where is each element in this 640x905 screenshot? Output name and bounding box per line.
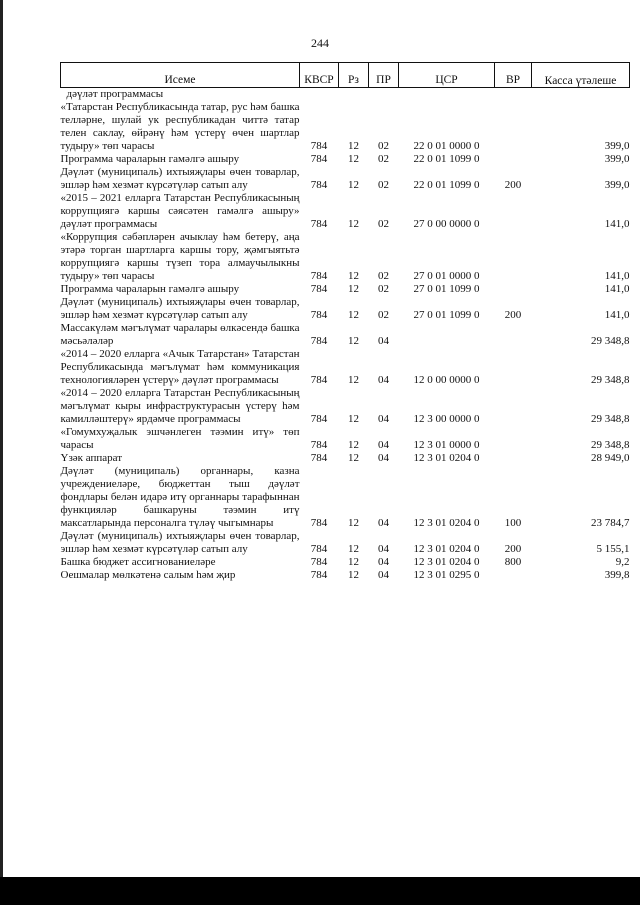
cell-rz: 12 [348,569,359,581]
table-row [61,530,630,556]
cell-pr: 02 [378,179,389,191]
table-header [61,63,630,88]
cell-csr: 12 3 01 0204 0 [413,543,480,555]
cell-name: Дәүләт (муниципаль) ихтыяҗлары өчен товарлар, эшләр һәм хезмәт күрсәтүләр сатып алу [60,296,300,321]
cell-kvsr: 784 [310,543,328,555]
cell-vr [495,322,532,348]
cell-rz [339,88,369,102]
cell-kassa: 29 348,8 [591,335,630,347]
cell-rz: 12 [348,270,359,282]
cell-csr: 22 0 01 1099 0 [413,153,480,165]
cell-vr [495,452,532,465]
cell-kassa: 141,0 [604,218,630,230]
cell-kvsr: 784 [310,569,328,581]
cell-name: Үзәк аппарат [60,452,123,464]
cell-rz: 12 [348,374,359,386]
cell-vr: 200 [504,309,522,321]
cell-vr: 100 [504,517,522,529]
cell-pr: 02 [378,283,389,295]
cell-kassa: 141,0 [604,270,630,282]
cell-rz: 12 [348,309,359,321]
cell-vr: 200 [504,179,522,191]
cell-rz: 12 [348,517,359,529]
cell-kassa: 9,2 [615,556,630,568]
cell-csr [399,322,495,348]
cell-name: «2015 – 2021 елларга Татарстан Республикасының коррупциягә каршы сәясәтен гамәлгә ашыру» дәүләт программасы [60,192,300,230]
cell-name: «2014 – 2020 елларга Татарстан Республикасының мәгълүмат кыры инфраструктурасын үстерү һәм камилләштерү» ярдәмче программасы [60,387,300,425]
cell-name: «Коррупция сәбәпләрен ачыклау һәм бетерү, аңа этәрә торган шартларга каршы тору, җәмгыятьтә коррупциягә каршы түзеп тора алмаучылыкны тудыру» төп чарасы [60,231,300,282]
table-row [61,569,630,582]
cell-kassa [532,88,630,102]
header-csr: ЦСР [399,63,495,88]
table-row [61,322,630,348]
cell-kassa: 29 348,8 [591,439,630,451]
cell-csr: 12 3 01 0295 0 [413,569,480,581]
cell-csr: 12 3 01 0204 0 [413,517,480,529]
scan-edge [0,0,3,877]
cell-rz: 12 [348,413,359,425]
cell-pr: 04 [378,413,389,425]
cell-rz: 12 [348,283,359,295]
cell-vr [495,569,532,582]
cell-pr: 04 [378,543,389,555]
header-rz: Рз [339,63,369,88]
table-row [61,166,630,192]
cell-name: Дәүләт (муниципаль) органнары, казна учреждениеләре, бюджеттан тыш дәүләт фондлары белән идарә итү органнары тарафыннан функцияләр башкаруны тәэмин итү максатларында персоналга түләү чыгымнары [60,465,300,529]
table-row [61,88,630,102]
table-row [61,231,630,283]
cell-kassa: 23 784,7 [591,517,630,529]
table-body [61,88,630,583]
cell-rz: 12 [348,439,359,451]
cell-csr: 27 0 01 1099 0 [413,309,480,321]
cell-kvsr: 784 [310,153,328,165]
cell-kvsr: 784 [310,283,328,295]
cell-csr: 27 0 00 0000 0 [413,218,480,230]
cell-kvsr: 784 [310,517,328,529]
cell-name: Оешмалар мөлкәтенә салым һәм җир [60,569,236,581]
cell-kvsr: 784 [310,374,328,386]
cell-kassa: 29 348,8 [591,413,630,425]
cell-kvsr [300,88,339,102]
cell-rz: 12 [348,452,359,464]
header-name: Исеме [61,63,300,88]
cell-vr [495,348,532,387]
table-row [61,283,630,296]
cell-vr: 200 [504,543,522,555]
cell-pr: 04 [378,452,389,464]
header-kassa: Касса үтәлеше [532,63,630,88]
cell-name: Дәүләт (муниципаль) ихтыяҗлары өчен товарлар, эшләр һәм хезмәт күрсәтүләр сатып алу [60,166,300,191]
cell-vr [495,426,532,452]
cell-pr: 02 [378,309,389,321]
cell-csr [399,88,495,102]
table-row [61,101,630,153]
cell-kassa: 399,8 [604,569,630,581]
cell-vr [495,283,532,296]
cell-vr: 800 [504,556,522,568]
scan-bottom-border [0,877,640,905]
cell-name: Башка бюджет ассигнованиеләре [60,556,216,568]
cell-kassa: 5 155,1 [596,543,630,555]
cell-name: Программа чараларын гамәлгә ашыру [60,283,240,295]
cell-pr: 04 [378,556,389,568]
cell-pr: 02 [378,270,389,282]
cell-csr: 12 3 01 0204 0 [413,452,480,464]
table-row [61,192,630,231]
cell-kassa: 399,0 [604,153,630,165]
cell-pr: 02 [378,153,389,165]
table-row [61,465,630,530]
cell-csr: 27 0 01 1099 0 [413,283,480,295]
cell-kvsr: 784 [310,439,328,451]
cell-kvsr: 784 [310,556,328,568]
header-pr: ПР [369,63,399,88]
table-row [61,387,630,426]
table-row [61,556,630,569]
cell-name: «Татарстан Республикасында татар, рус һәм башка телләрне, шулай ук республикадан читтә татар телен саклау, өйрәнү һәм үстерү өчен шартлар тудыру» төп чарасы [60,101,300,152]
cell-pr: 04 [378,439,389,451]
cell-rz: 12 [348,543,359,555]
cell-kassa: 141,0 [604,309,630,321]
cell-kassa: 399,0 [604,179,630,191]
cell-name: «2014 – 2020 елларга «Ачык Татарстан» Татарстан Республикасында мәгълүмат һәм коммуникация технологияләрен үстерү» дәүләт программасы [60,348,300,386]
table-row [61,452,630,465]
cell-pr: 04 [378,569,389,581]
cell-name: Программа чараларын гамәлгә ашыру [60,153,240,165]
cell-csr: 12 3 01 0204 0 [413,556,480,568]
cell-pr [369,88,399,102]
cell-kvsr: 784 [310,452,328,464]
cell-vr [495,387,532,426]
cell-rz: 12 [348,153,359,165]
cell-kvsr: 784 [310,335,328,347]
cell-rz: 12 [348,556,359,568]
cell-kassa: 29 348,8 [591,374,630,386]
cell-pr: 02 [378,140,389,152]
cell-rz: 12 [348,179,359,191]
cell-csr: 12 3 01 0000 0 [413,439,480,451]
header-kvsr: КВСР [300,63,339,88]
table-row [61,426,630,452]
cell-pr: 04 [378,517,389,529]
cell-kvsr: 784 [310,218,328,230]
cell-rz: 12 [348,335,359,347]
cell-csr: 27 0 01 0000 0 [413,270,480,282]
cell-name: Дәүләт (муниципаль) ихтыяҗлары өчен товарлар, эшләр һәм хезмәт күрсәтүләр сатып алу [60,530,300,555]
cell-name: дәүләт программасы [66,88,164,100]
cell-pr: 02 [378,218,389,230]
cell-vr [495,231,532,283]
cell-pr: 04 [378,335,389,347]
cell-vr [495,101,532,153]
cell-name: «Гомумхуҗалык эшчәнлеген тәэмин итү» төп чарасы [60,426,300,451]
cell-kvsr: 784 [310,179,328,191]
cell-vr [495,192,532,231]
cell-csr: 12 0 00 0000 0 [413,374,480,386]
cell-csr: 22 0 01 0000 0 [413,140,480,152]
cell-kvsr: 784 [310,309,328,321]
cell-rz: 12 [348,140,359,152]
table-row [61,153,630,166]
cell-name: Массакүләм мәгълүмат чаралары өлкәсендә башка мәсьәләләр [60,322,300,347]
cell-kassa: 141,0 [604,283,630,295]
cell-vr [495,88,532,102]
cell-kassa: 399,0 [604,140,630,152]
page-number: 244 [311,36,329,50]
table-row [61,348,630,387]
cell-vr [495,153,532,166]
budget-table [60,62,630,582]
cell-kassa: 28 949,0 [591,452,630,464]
header-vr: ВР [495,63,532,88]
cell-pr: 04 [378,374,389,386]
cell-kvsr: 784 [310,140,328,152]
table-row [61,296,630,322]
cell-rz: 12 [348,218,359,230]
cell-csr: 22 0 01 1099 0 [413,179,480,191]
cell-kvsr: 784 [310,413,328,425]
cell-kvsr: 784 [310,270,328,282]
cell-csr: 12 3 00 0000 0 [413,413,480,425]
